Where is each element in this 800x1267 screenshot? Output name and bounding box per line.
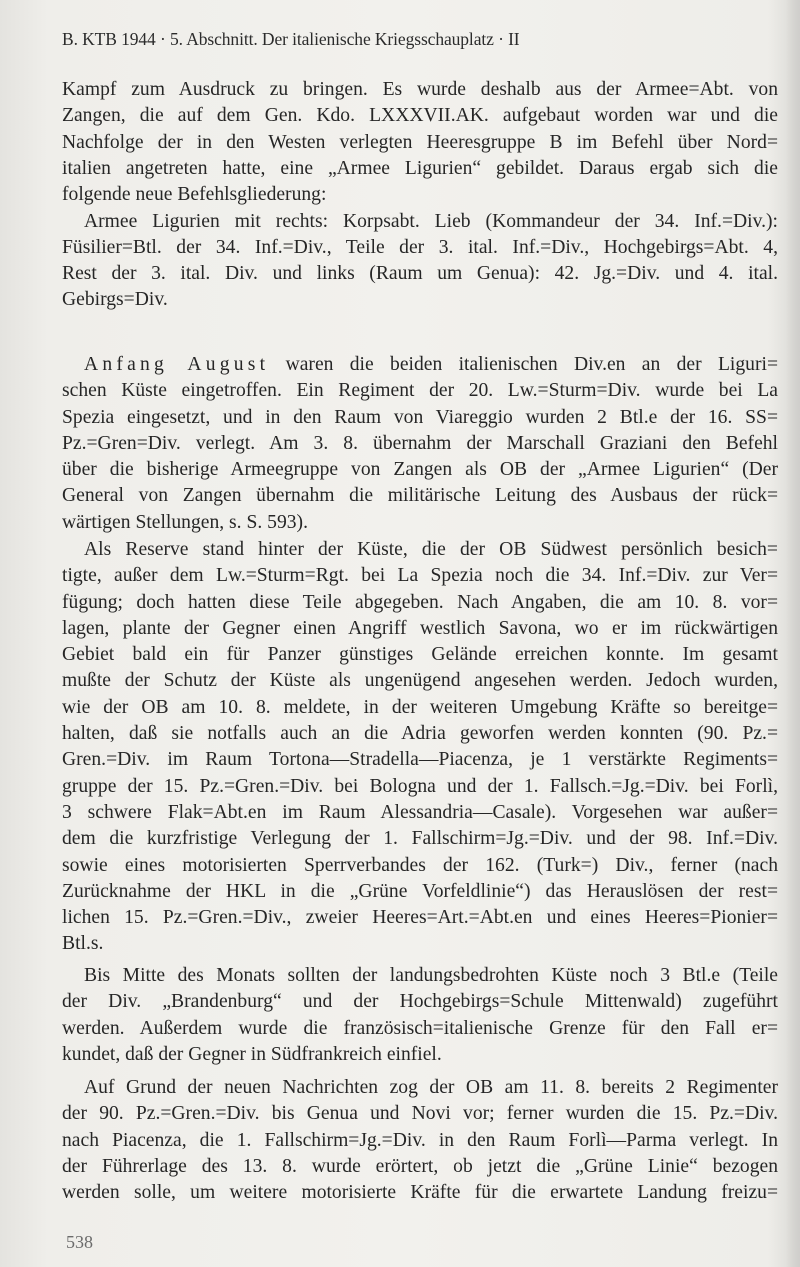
page-edge-shadow <box>786 0 800 1267</box>
text-line: 3 schwere Flak=Abt.en im Raum Alessandria—Casale). Vorgesehen war außer= <box>62 801 778 823</box>
text-line: sowie eines motorisierten Sperrverbandes der 162. (Turk=) Div., ferner (nach <box>62 854 778 876</box>
text-line: schen Küste eingetroffen. Ein Regiment der 20. Lw.=Sturm=Div. wurde bei La <box>62 380 778 402</box>
text-line: Armee Ligurien mit rechts: Korpsabt. Lieb (Kommandeur der 34. Inf.=Div.): <box>84 210 778 232</box>
paragraph-6 <box>62 1075 778 1206</box>
text-line: italien angetreten hatte, eine „Armee Ligurien“ gebildet. Daraus ergab sich die <box>62 157 778 179</box>
text-line: Rest der 3. ital. Div. und links (Raum um Genua): 42. Jg.=Div. und 4. ital. <box>62 263 778 285</box>
text-line: Bis Mitte des Monats sollten der landungsbedrohten Küste noch 3 Btl.e (Teile <box>84 965 778 986</box>
text-line: Pz.=Gren=Div. verlegt. Am 3. 8. übernahm der Marschall Graziani den Befehl <box>62 432 778 454</box>
text-line-rest: waren die beiden italienischen Div.en an der Liguri= <box>269 354 778 375</box>
text-line: mußte der Schutz der Küste als ungenügend angesehen werden. Jedoch wurden, <box>62 670 778 692</box>
text-line: lichen 15. Pz.=Gren.=Div., zweier Heeres=Art.=Abt.en und eines Heeres=Pionier= <box>62 907 778 929</box>
spaced-emphasis: Anfang August <box>84 354 270 375</box>
text-line: über die bisherige Armeegruppe von Zangen als OB der „Armee Ligurien“ (Der <box>62 459 778 481</box>
paragraph-2 <box>62 209 778 314</box>
text-line: Gebiet bald ein für Panzer günstiges Gelände erreichen konnte. Im gesamt <box>62 644 778 666</box>
text-line: Als Reserve stand hinter der Küste, die der OB Südwest persönlich besich= <box>84 539 778 560</box>
paragraph-1 <box>62 77 778 208</box>
running-header: B. KTB 1944 · 5. Abschnitt. Der italienische Kriegsschauplatz · II <box>62 29 520 49</box>
text-line <box>62 352 778 378</box>
text-line: Gebirgs=Div. <box>62 289 168 311</box>
text-line: der Div. „Brandenburg“ und der Hochgebirgs=Schule Mittenwald) zugeführt <box>62 991 778 1013</box>
paragraph-3 <box>62 352 778 536</box>
text-line: Spezia eingesetzt, und in den Raum von Viareggio wurden 2 Btl.e der 16. SS= <box>62 406 778 428</box>
text-line: General von Zangen übernahm die militärische Leitung des Ausbaus der rück= <box>62 485 778 507</box>
text-line: Btl.s. <box>62 933 104 955</box>
text-line: nach Piacenza, die 1. Fallschirm=Jg.=Div. in den Raum Forlì—Parma verlegt. In <box>62 1129 778 1151</box>
text-line: fügung; doch hatten diese Teile abgegeben. Nach Angaben, die am 10. 8. vor= <box>62 591 778 613</box>
text-line: Zangen, die auf dem Gen. Kdo. LXXXVII.AK. aufgebaut worden war und die <box>62 105 778 127</box>
text-line: Nachfolge der in den Westen verlegten Heeresgruppe B im Befehl über Nord= <box>62 131 778 153</box>
text-line: gruppe der 15. Pz.=Gren.=Div. bei Bologna und der 1. Fallsch.=Jg.=Div. bei Forlì, <box>62 775 778 797</box>
text-line: lagen, plante der Gegner einen Angriff westlich Savona, wo er im rückwärtigen <box>62 617 778 639</box>
text-line: werden solle, um weitere motorisierte Kräfte für die erwartete Landung freizu= <box>62 1182 778 1204</box>
paragraph-4 <box>62 537 778 958</box>
text-line: Kampf zum Ausdruck zu bringen. Es wurde deshalb aus der Armee=Abt. von <box>62 79 778 100</box>
text-line: kundet, daß der Gegner in Südfrankreich einfiel. <box>62 1043 442 1065</box>
text-line: werden. Außerdem wurde die französisch=italienische Grenze für den Fall er= <box>62 1017 778 1039</box>
text-line: der Führerlage des 13. 8. wurde erörtert, ob jetzt die „Grüne Linie“ bezogen <box>62 1155 778 1177</box>
text-line: halten, daß sie notfalls auch an die Adria geworfen werden konnten (90. Pz.= <box>62 723 778 745</box>
text-line: wärtigen Stellungen, s. S. 593). <box>62 511 308 533</box>
text-line: wie der OB am 10. 8. meldete, in der weiteren Umgebung Kräfte so bereitge= <box>62 696 778 718</box>
text-line: Auf Grund der neuen Nachrichten zog der OB am 11. 8. bereits 2 Regimenter <box>84 1077 778 1098</box>
page-number: 538 <box>66 1232 93 1252</box>
text-line: dem die kurzfristige Verlegung der 1. Fallschirm=Jg.=Div. und der 98. Inf.=Div. <box>62 828 778 850</box>
text-line: folgende neue Befehlsgliederung: <box>62 184 327 206</box>
text-line: tigte, außer dem Lw.=Sturm=Rgt. bei La Spezia noch die 34. Inf.=Div. zur Ver= <box>62 565 778 587</box>
text-line: Gren.=Div. im Raum Tortona—Stradella—Piacenza, je 1 verstärkte Regiments= <box>62 749 778 771</box>
text-line: der 90. Pz.=Gren.=Div. bis Genua und Novi vor; ferner wurden die 15. Pz.=Div. <box>62 1103 778 1125</box>
paragraph-5 <box>62 963 778 1068</box>
text-line: Zurücknahme der HKL in die „Grüne Vorfeldlinie“) das Herauslösen der rest= <box>62 880 778 902</box>
text-line: Füsilier=Btl. der 34. Inf.=Div., Teile der 3. ital. Inf.=Div., Hochgebirgs=Abt. 4, <box>62 236 778 258</box>
